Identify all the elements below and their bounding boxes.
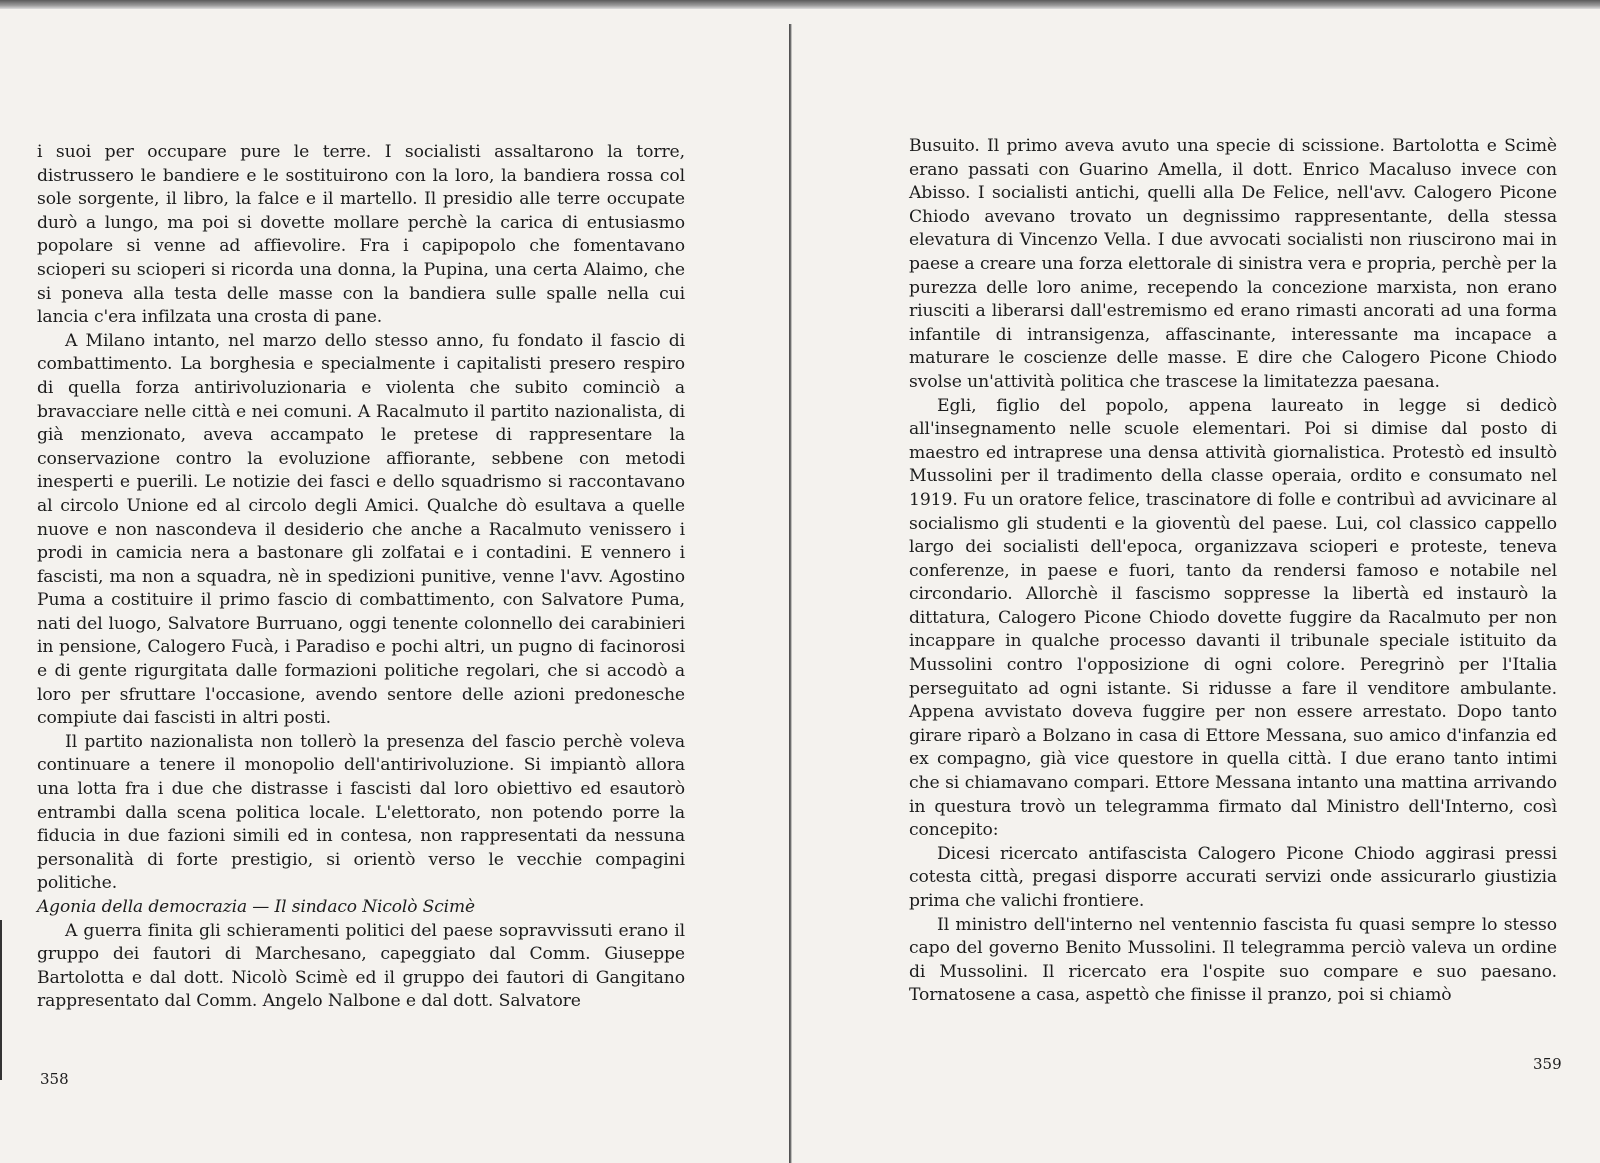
left-page	[0, 0, 789, 1163]
section-heading: Agonia della democrazia — Il sindaco Nicolò Scimè	[37, 897, 475, 917]
paragraph: Il partito nazionalista non tollerò la presenza del fascio perchè voleva continuare a tenere il monopolio dell'antirivoluzione. Si impiantò allora una lotta fra i due che distrasse i fascisti dal loro obiettivo ed esautorò entrambi dalla scena politica locale. L'elettorato, non potendo porre la fiducia in due fazioni simili ed in contesa, non rappresentati da nessuna personalità di forte prestigio, si orientò verso le vecchie compagini politiche.	[37, 731, 685, 894]
right-page	[792, 0, 1600, 1163]
right-page-text	[909, 135, 1557, 1008]
paragraph: i suoi per occupare pure le terre. I socialisti assaltarono la torre, distrussero le bandiere e le sostituirono con la loro, la bandiera rossa col sole sorgente, il libro, la falce e il martello. Il presidio alle terre occupate durò a lungo, ma poi si dovette mollare perchè la carica di entusiasmo popolare si venne ad affievolire. Fra i capipopolo che fomentavano scioperi su scioperi si ricorda una donna, la Pupina, una certa Alaimo, che si poneva alla testa delle masse con la bandiera sulle spalle nella cui lancia c'era infilzata una crosta di pane.	[37, 142, 685, 328]
paragraph: Busuito. Il primo aveva avuto una specie di scissione. Bartolotta e Scimè erano passati con Guarino Amella, il dott. Enrico Macaluso invece con Abisso. I socialisti antichi, quelli alla De Felice, nell'avv. Calogero Picone Chiodo avevano trovato un degnissimo rappresentante, della stessa elevatura di Vincenzo Vella. I due avvocati socialisti non riuscirono mai in paese a creare una forza elettorale di sinistra vera e propria, perchè per la purezza delle loro anime, recependo la concezione marxista, non erano riusciti a liberarsi dall'estremismo ed erano rimasti ancorati ad una forma infantile di intransigenza, affascinante, interessante ma incapace a maturare le coscienze delle masse. E dire che Calogero Picone Chiodo svolse un'attività politica che trascese la limitatezza paesana.	[909, 136, 1557, 392]
paragraph: Dicesi ricercato antifascista Calogero Picone Chiodo aggirasi pressi cotesta città, pregasi disporre accurati servizi onde assicurarlo giustizia prima che valichi frontiere.	[909, 843, 1557, 911]
page-number: 358	[40, 1070, 69, 1088]
left-page-text	[37, 141, 685, 1014]
page-number: 359	[1533, 1055, 1562, 1073]
paragraph: A Milano intanto, nel marzo dello stesso anno, fu fondato il fascio di combattimento. La borghesia e specialmente i capitalisti presero respiro di quella forza antirivoluzionaria e violenta che subito cominciò a bravacciare nelle città e nei comuni. A Racalmuto il partito nazionalista, di già menzionato, aveva accampato le pretese di rappresentare la conservazione contro la evoluzione affiorante, sebbene con metodi inesperti e puerili. Le notizie dei fasci e dello squadrismo si raccontavano al circolo Unione ed al circolo degli Amici. Qualche dò esultava a quelle nuove e non nascondeva il desiderio che anche a Racalmuto venissero i prodi in camicia nera a bastonare gli zolfatai e i contadini. E vennero i fascisti, ma non a squadra, nè in spedizioni punitive, venne l'avv. Agostino Puma a costituire il primo fascio di combattimento, con Salvatore Puma, nati del luogo, Salvatore Burruano, oggi tenente colonnello dei carabinieri in pensione, Calogero Fucà, i Paradiso e pochi altri, un pugno di facinorosi e di gente rigurgitata dalle formazioni politiche regolari, che si accodò a loro per sfruttare l'occasione, avendo sentore delle azioni predonesche compiute dai fascisti in altri posti.	[37, 330, 685, 729]
paragraph: A guerra finita gli schieramenti politici del paese sopravvissuti erano il gruppo dei fautori di Marchesano, capeggiato dal Comm. Giuseppe Bartolotta e dal dott. Nicolò Scimè ed il gruppo dei fautori di Gangitano rappresentato dal Comm. Angelo Nalbone e dal dott. Salvatore	[37, 920, 685, 1012]
paragraph: Il ministro dell'interno nel ventennio fascista fu quasi sempre lo stesso capo del governo Benito Mussolini. Il telegramma perciò valeva un ordine di Mussolini. Il ricercato era l'ospite suo compare e suo paesano. Tornatosene a casa, aspettò che finisse il pranzo, poi si chiamò	[909, 914, 1557, 1006]
margin-mark	[0, 920, 2, 1080]
paragraph: Egli, figlio del popolo, appena laureato in legge si dedicò all'insegnamento nelle scuole elementari. Poi si dimise dal posto di maestro ed intraprese una densa attività giornalistica. Protestò ed insultò Mussolini per il tradimento della classe operaia, ordito e consumato nel 1919. Fu un oratore felice, trascinatore di folle e contribuì ad avvicinare al socialismo gli studenti e la gioventù del paese. Lui, col classico cappello largo dei socialisti dell'epoca, organizzava scioperi e proteste, teneva conferenze, in paese e fuori, tanto da rendersi famoso e notabile nel circondario. Allorchè il fascismo soppresse la libertà ed instaurò la dittatura, Calogero Picone Chiodo dovette fuggire da Racalmuto per non incappare in qualche processo davanti il tribunale speciale istituito da Mussolini contro l'opposizione di ogni colore. Peregrinò per l'Italia perseguitato ad ogni istante. Si ridusse a fare il venditore ambulante. Appena avvistato doveva fuggire per non essere arrestato. Dopo tanto girare riparò a Bolzano in casa di Ettore Messana, suo amico d'infanzia ed ex compagno, già vice questore in quella città. I due erano tanto intimi che si chiamavano compari. Ettore Messana intanto una mattina arrivando in questura trovò un telegramma firmato dal Ministro dell'Interno, così concepito:	[909, 395, 1557, 841]
